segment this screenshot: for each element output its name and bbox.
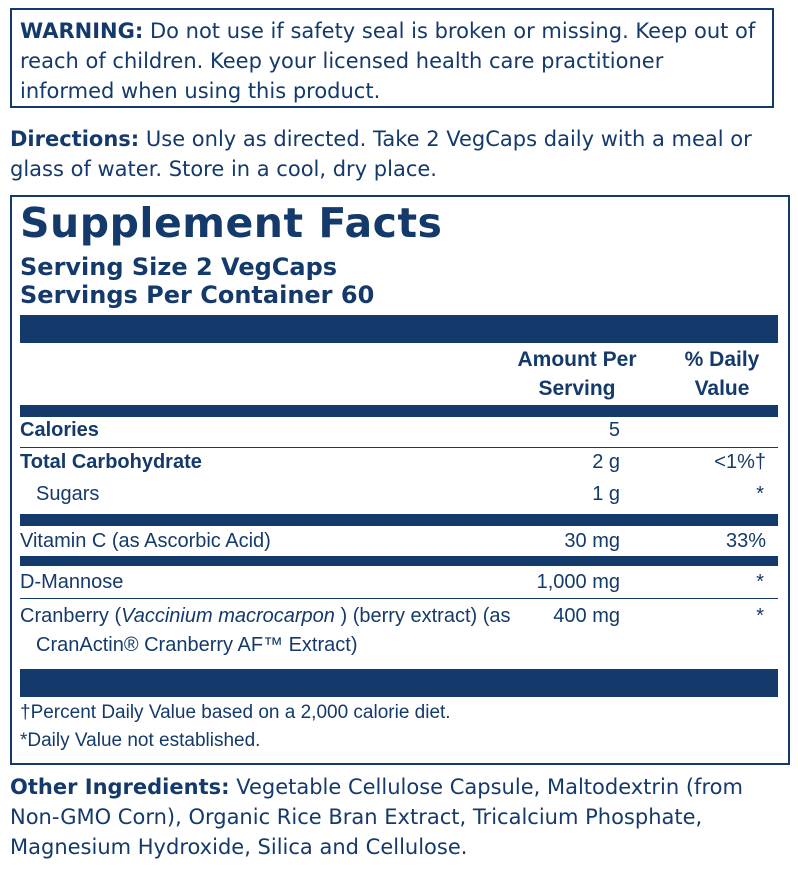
- nutrient-name: Total Carbohydrate: [20, 451, 202, 473]
- nutrient-amount: 1 g: [592, 483, 620, 505]
- thick-divider: [20, 669, 778, 697]
- nutrient-daily-value: *: [756, 483, 764, 505]
- medium-divider: [20, 556, 778, 566]
- column-header-dv-line1: % Daily: [684, 348, 760, 371]
- ingredient-latin-name: Vaccinium macrocarpon: [121, 605, 335, 627]
- column-header-dv-line2: Value: [694, 377, 750, 400]
- ingredient-name-line2: CranActin® Cranberry AF™ Extract): [36, 634, 358, 656]
- row-divider: [20, 598, 778, 599]
- medium-divider: [20, 405, 778, 417]
- thick-divider: [20, 315, 778, 343]
- ingredient-amount: 1,000 mg: [536, 571, 620, 593]
- warning-text: Do not use if safety seal is broken or missing. Keep out of reach of children. Keep your licensed health care practitioner informed when using this product.: [20, 19, 756, 103]
- ingredient-daily-value: *: [756, 571, 764, 593]
- ingredient-amount: 400 mg: [553, 605, 620, 627]
- servings-per-container: Servings Per Container 60: [20, 281, 375, 309]
- nutrient-amount: 5: [608, 419, 620, 441]
- column-header-daily-value: [672, 345, 772, 403]
- warning-box: [10, 8, 774, 108]
- serving-size: Serving Size 2 VegCaps: [20, 253, 338, 281]
- row-divider: [20, 447, 778, 448]
- supplement-facts-panel: [10, 195, 790, 765]
- ingredient-name-suffix: ) (berry extract) (as: [334, 605, 511, 627]
- nutrient-amount: 30 mg: [564, 530, 620, 552]
- ingredient-daily-value: *: [756, 605, 764, 627]
- nutrient-name: Vitamin C (as Ascorbic Acid): [20, 530, 271, 552]
- directions: [10, 124, 790, 184]
- warning-label: WARNING:: [20, 19, 144, 43]
- footnote-daily-value: †Percent Daily Value based on a 2,000 calorie diet.: [20, 702, 451, 723]
- other-ingredients: [10, 772, 790, 862]
- directions-label: Directions:: [10, 127, 140, 151]
- ingredient-name: D-Mannose: [20, 571, 124, 593]
- nutrient-daily-value: <1%†: [714, 451, 766, 473]
- ingredient-name-prefix: Cranberry (: [20, 605, 122, 627]
- facts-title: Supplement Facts: [20, 199, 443, 247]
- column-header-amount: [507, 345, 647, 403]
- nutrient-daily-value: 33%: [725, 530, 766, 552]
- other-ingredients-label: Other Ingredients:: [10, 775, 230, 799]
- nutrient-name: Sugars: [36, 483, 100, 505]
- medium-divider: [20, 514, 778, 526]
- nutrient-name: Calories: [20, 419, 99, 441]
- ingredient-name: [20, 605, 511, 628]
- nutrient-amount: 2 g: [592, 451, 620, 473]
- column-header-amount-line1: Amount Per: [517, 348, 637, 371]
- column-header-amount-line2: Serving: [538, 377, 616, 400]
- other-ingredients-text: Vegetable Cellulose Capsule, Maltodextrin (from Non-GMO Corn), Organic Rice Bran Extract, Tricalcium Phosphate, Magnesium Hydroxide, Silica and Cellulose.: [10, 775, 743, 859]
- directions-text: Use only as directed. Take 2 VegCaps daily with a meal or glass of water. Store in a cool, dry place.: [10, 127, 752, 181]
- footnote-not-established: *Daily Value not established.: [20, 730, 261, 751]
